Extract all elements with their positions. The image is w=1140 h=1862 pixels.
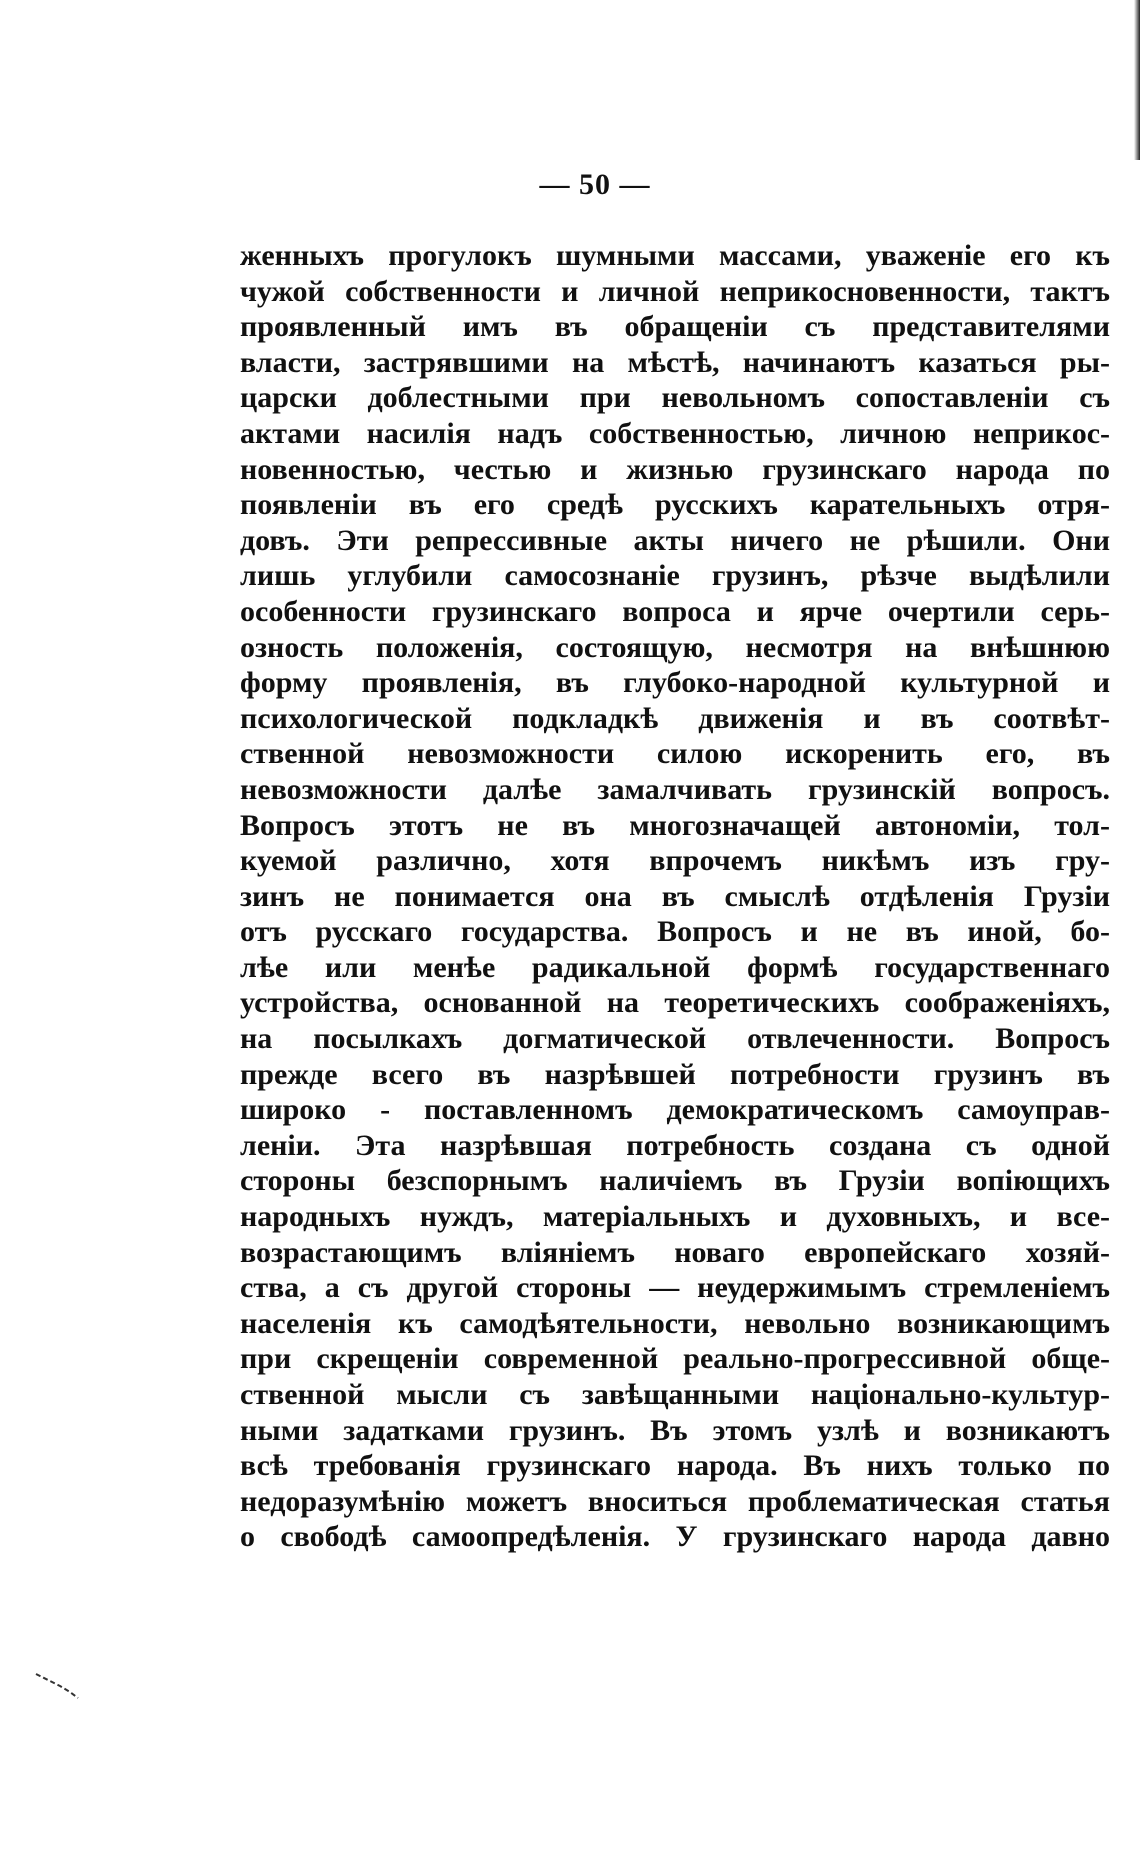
text-line: при скрещеніи современной реально-прогрессивной обще-	[240, 1342, 1110, 1376]
text-line: актами насилія надъ собственностью, личною неприкос-	[240, 416, 1110, 450]
text-line: появленіи въ его средѣ русскихъ карательныхъ отря-	[240, 488, 1110, 522]
text-line: проявленный имъ въ обращеніи съ представителями	[240, 310, 1110, 344]
text-line: чужой собственности и личной неприкосновенности, тактъ	[240, 274, 1110, 308]
text-line: озность положенія, состоящую, несмотря на внѣшнюю	[240, 630, 1110, 664]
text-line: ства, а съ другой стороны — неудержимымъ стремленіемъ	[240, 1271, 1110, 1305]
text-line: психологической подкладкѣ движенія и въ соотвѣт-	[240, 701, 1110, 735]
page-number: — 50 —	[539, 168, 651, 201]
text-line: населенія къ самодѣятельности, невольно возникающимъ	[240, 1306, 1110, 1340]
text-line: лишь углубили самосознаніе грузинъ, рѣзче выдѣлили	[240, 559, 1110, 593]
text-line: женныхъ прогулокъ шумными массами, уваженіе его къ	[240, 239, 1110, 272]
text-line: всѣ требованія грузинскаго народа. Въ нихъ только по	[240, 1449, 1110, 1483]
text-line: о свободѣ самоопредѣленія. У грузинскаго народа давно	[240, 1520, 1110, 1554]
text-line: отъ русскаго государства. Вопросъ и не въ иной, бо-	[240, 915, 1110, 949]
text-line: особенности грузинскаго вопроса и ярче очертили серь-	[240, 594, 1110, 628]
text-line: леніи. Эта назрѣвшая потребность создана съ одной	[240, 1128, 1110, 1162]
text-line: новенностью, честью и жизнью грузинскаго народа по	[240, 452, 1110, 486]
text-line: ственной невозможности силою искоренить его, въ	[240, 737, 1110, 771]
text-line: власти, застрявшими на мѣстѣ, начинаютъ казаться ры-	[240, 345, 1110, 379]
text-line: царски доблестными при невольномъ сопоставленіи съ	[240, 381, 1110, 415]
text-line: довъ. Эти репрессивные акты ничего не рѣшили. Они	[240, 523, 1110, 557]
text-line: зинъ не понимается она въ смыслѣ отдѣленія Грузіи	[240, 879, 1110, 913]
text-line: широко - поставленномъ демократическомъ самоуправ-	[240, 1093, 1110, 1127]
text-line: лѣе или менѣе радикальной формѣ государственнаго	[240, 950, 1110, 984]
scratch-mark	[34, 1670, 94, 1700]
text-line: стороны безспорнымъ наличіемъ въ Грузіи вопіющихъ	[240, 1164, 1110, 1198]
text-line: прежде всего въ назрѣвшей потребности грузинъ въ	[240, 1057, 1110, 1091]
text-line: куемой различно, хотя впрочемъ никѣмъ изъ гру-	[240, 844, 1110, 878]
text-line: народныхъ нуждъ, матеріальныхъ и духовныхъ, и все-	[240, 1200, 1110, 1234]
text-line: устройства, основанной на теоретическихъ соображеніяхъ,	[240, 986, 1110, 1020]
page-edge-shadow	[1134, 0, 1140, 160]
text-line: ственной мысли съ завѣщанными національно-культур-	[240, 1378, 1110, 1411]
text-line: ными задатками грузинъ. Въ этомъ узлѣ и возникаютъ	[240, 1413, 1110, 1447]
text-line: Вопросъ этотъ не въ многозначащей автономіи, тол-	[240, 808, 1110, 842]
body-text	[240, 238, 1110, 1555]
text-line: на посылкахъ догматической отвлеченности. Вопросъ	[240, 1022, 1110, 1056]
text-line: невозможности далѣе замалчивать грузинскій вопросъ.	[240, 772, 1110, 806]
text-line: возрастающимъ вліяніемъ новаго европейскаго хозяй-	[240, 1235, 1110, 1269]
text-line: форму проявленія, въ глубоко-народной культурной и	[240, 666, 1110, 700]
text-line: недоразумѣнію можетъ вноситься проблематическая статья	[240, 1484, 1110, 1518]
